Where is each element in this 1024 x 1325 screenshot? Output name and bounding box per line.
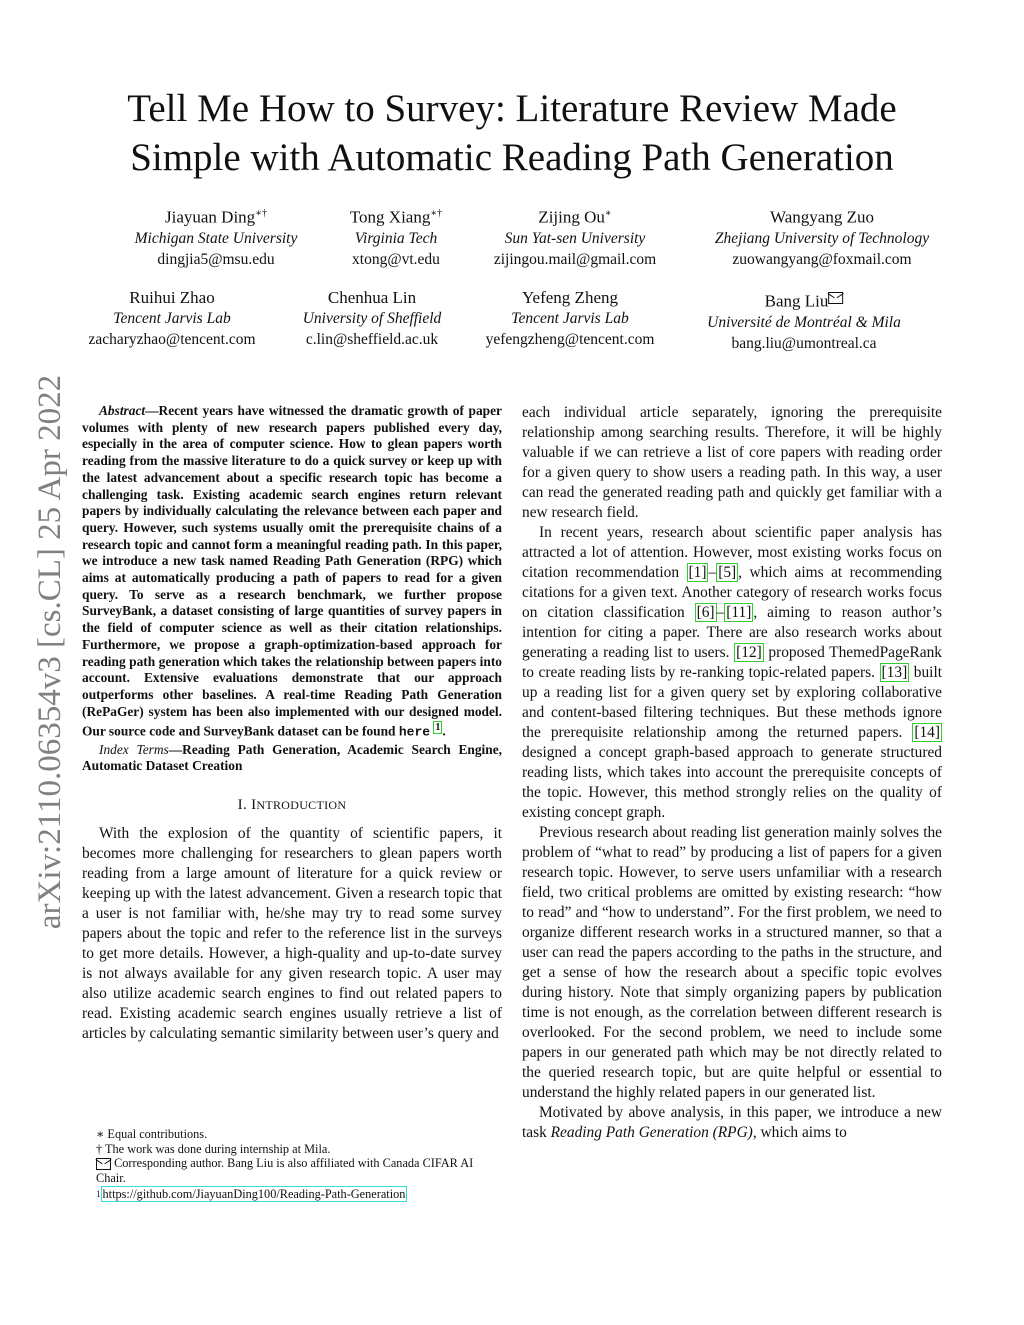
section-heading (82, 797, 502, 814)
mail-icon (96, 1158, 111, 1170)
github-link[interactable]: https://github.com/JiayuanDing100/Reading-Path-Generation (102, 1187, 406, 1201)
section-title: INTRODUCTION (251, 796, 347, 813)
author-name: Wangyang Zuo (770, 207, 874, 227)
author-affiliation: Michigan State University (134, 229, 298, 247)
author-7 (486, 287, 655, 350)
author-name: Chenhua Lin (327, 288, 417, 307)
text: designed a concept graph-based approach to generate structured reading lists, which takes into account the prerequisite concepts of the topic. However, this method strongly relies on the quality of existing concept graph. (522, 744, 942, 821)
left-column (82, 403, 502, 1044)
citation-link[interactable]: [1] (688, 564, 707, 581)
text: In recent years, research about scientific paper analysis has attracted a lot of attention. However, most existing works focus on citation recommendation (522, 524, 942, 581)
author-affiliation: Zhejiang University of Technology (714, 229, 930, 247)
paragraph (522, 1103, 942, 1143)
author-mark: ∗† (430, 208, 443, 219)
abstract-text: —Recent years have witnessed the dramatic growth of paper volumes with plenty of new research papers published every day, especially in the area of computer science. How to glean papers worth reading from the massive literature to do a quick survey or keep up with the latest advancement about a specific research topic has become a challenging task. Existing academic search engines return relevant papers by individually calculating the relevance between each paper and query. However, such systems usually omit the prerequisite chains of a research topic and cannot form a meaningful reading path. In this paper, we introduce a new task named Reading Path Generation (RPG) which aims at automatically producing a path of papers to read for a given query. To serve as a research benchmark, we further propose SurveyBank, a dataset consisting of large quantities of survey papers in the field of computer science as well as their citation relationships. Furthermore, we propose a graph-optimization-based approach for reading path generation which takes the relationship between papers into account. Extensive evaluations demonstrate that our approach outperforms other baselines. A real-time Reading Path Generation (RePaGer) system has been also implemented with our designed model. Our source code and SurveyBank dataset can be found (82, 403, 502, 739)
citation-link[interactable]: [11] (726, 604, 752, 621)
author-8 (707, 287, 901, 354)
footnote-mark: 1 (96, 1189, 101, 1199)
abstract (82, 403, 502, 742)
citation-link[interactable]: [14] (914, 724, 940, 741)
author-email: dingjia5@msu.edu (157, 250, 275, 268)
right-column (522, 403, 942, 1143)
index-terms-text: —Reading Path Generation, Academic Search Engine, Automatic Dataset Creation (82, 741, 503, 774)
footnote-intern: † The work was done during internship at Mila. (96, 1141, 331, 1156)
text: , which aims at recommending citations for a given text. Another category of research works focus on citation classification (522, 564, 942, 621)
author-affiliation: Tencent Jarvis Lab (113, 310, 231, 327)
citation-link[interactable]: [5] (718, 564, 737, 581)
author-affiliation: Tencent Jarvis Lab (511, 310, 629, 327)
author-email: zijingou.mail@gmail.com (493, 250, 657, 268)
index-terms (82, 742, 502, 775)
paragraph: With the explosion of the quantity of scientific papers, it becomes more challenging for researchers to glean papers worth reading from a large amount of literature for a quick review or keeping up with the latest advancement. Given a research topic that a user is not familiar with, he/she may try to read some survey papers about the topic and refer to the reference list in the surveys to get more details. However, a high-quality and up-to-date survey is not always available for any given research topic. A user may also utilize academic search engines to find out related papers to read. Existing academic search engines usually retrieve a list of articles by calculating semantic similarity between user’s query and (82, 824, 502, 1042)
title-line-2: Simple with Automatic Reading Path Generation (130, 136, 894, 179)
author-affiliation: University of Sheffield (302, 310, 442, 327)
author-name: Yefeng Zheng (521, 288, 618, 307)
here-link[interactable]: here (398, 724, 431, 740)
author-email: xtong@vt.edu (352, 250, 440, 268)
section-number: I. (237, 796, 248, 813)
author-5 (88, 287, 255, 350)
author-mark: ∗† (255, 208, 267, 219)
paper-title (60, 84, 964, 182)
footnote-equal: ∗ Equal contributions. (96, 1127, 208, 1141)
author-name: Jiayuan Ding (165, 207, 256, 227)
mail-icon (828, 292, 843, 303)
author-1 (135, 203, 298, 270)
arxiv-stamp: arXiv:2110.06354v3 [cs.CL] 25 Apr 2022 (32, 374, 68, 930)
author-mark: ∗ (604, 208, 612, 219)
author-email: zacharyzhao@tencent.com (88, 331, 256, 348)
author-email: zuowangyang@foxmail.com (732, 250, 912, 268)
author-6 (303, 287, 442, 350)
footnote-corresponding-text: Corresponding author. Bang Liu is also affiliated with Canada CIFAR AI Chair. (96, 1156, 474, 1185)
paragraph: Previous research about reading list generation mainly solves the problem of “what to read” by producing a list of papers for a given research topic. However, to serve users unfamiliar with a research field, two critical problems are omitted by existing research: “how to read” and “how to understand”. For the first problem, we need to organize different research works in a structured manner, so that a user can read the papers according to the paths in the structure, and get a sense of how the research about a specific topic evolves during history. Note that simply organizing papers by publication time is not enough, as the correlation between different research is overlooked. For the second problem, we need to include some papers in our generated path which may be not directly related to the queried research topic, but are quite helpful or essential to understand the highly related papers in our generated list. (522, 824, 942, 1101)
abstract-label: Abstract (99, 403, 146, 418)
title-line-1: Tell Me How to Survey: Literature Review Made (127, 87, 897, 130)
index-terms-label: Index Terms (99, 741, 169, 757)
author-email: yefengzheng@tencent.com (485, 331, 655, 348)
text: proposed ThemedPageRank to create reading lists by re-ranking topic-related papers. (522, 644, 942, 681)
author-name: Tong Xiang (349, 207, 431, 227)
footnote-url (82, 1187, 502, 1202)
author-name: Bang Liu (764, 291, 829, 311)
citation-link[interactable]: [12] (736, 644, 762, 661)
task-name: Reading Path Generation (RPG) (550, 1124, 753, 1141)
author-name: Ruihui Zhao (129, 288, 215, 307)
text: – (716, 604, 725, 621)
paragraph (522, 523, 942, 823)
author-name: Zijing Ou (538, 207, 605, 227)
text: built up a reading list for a given query set by exploring collaborative and content-based filtering techniques. But these methods ignore the prerequisite relationship among the returned papers. (522, 664, 942, 741)
author-email: c.lin@sheffield.ac.uk (305, 331, 439, 348)
paragraph: each individual article separately, ignoring the prerequisite relationship among searching results. Therefore, it will be highly valuable if we can retrieve a list of core papers with reading order for a given query to show users a reading path. In this way, a user can read the generated reading path and quickly get familiar with a new research field. (522, 404, 942, 521)
footnote-corresponding (82, 1156, 502, 1185)
author-4 (715, 203, 929, 270)
author-affiliation: Sun Yat-sen University (504, 229, 646, 247)
citation-link[interactable]: [13] (881, 664, 908, 681)
author-3 (494, 203, 656, 270)
text: – (708, 564, 717, 581)
footnotes (82, 1127, 502, 1202)
author-2 (350, 203, 442, 270)
citation-link[interactable]: [6] (696, 604, 715, 621)
text: , which aims to (752, 1124, 847, 1141)
text: , aiming to reason author’s intention for citing a paper. There are also research works about generating a reading list to users. (522, 604, 942, 661)
text: Motivated by above analysis, in this paper, we introduce a new task (522, 1104, 942, 1141)
abstract-end: . (442, 723, 446, 739)
intro-paragraph-left (82, 824, 502, 1044)
author-email: bang.liu@umontreal.ca (731, 334, 877, 352)
footnote-ref[interactable]: 1 (435, 722, 441, 734)
author-affiliation: Virginia Tech (354, 229, 438, 247)
author-affiliation: Université de Montréal & Mila (707, 313, 901, 331)
